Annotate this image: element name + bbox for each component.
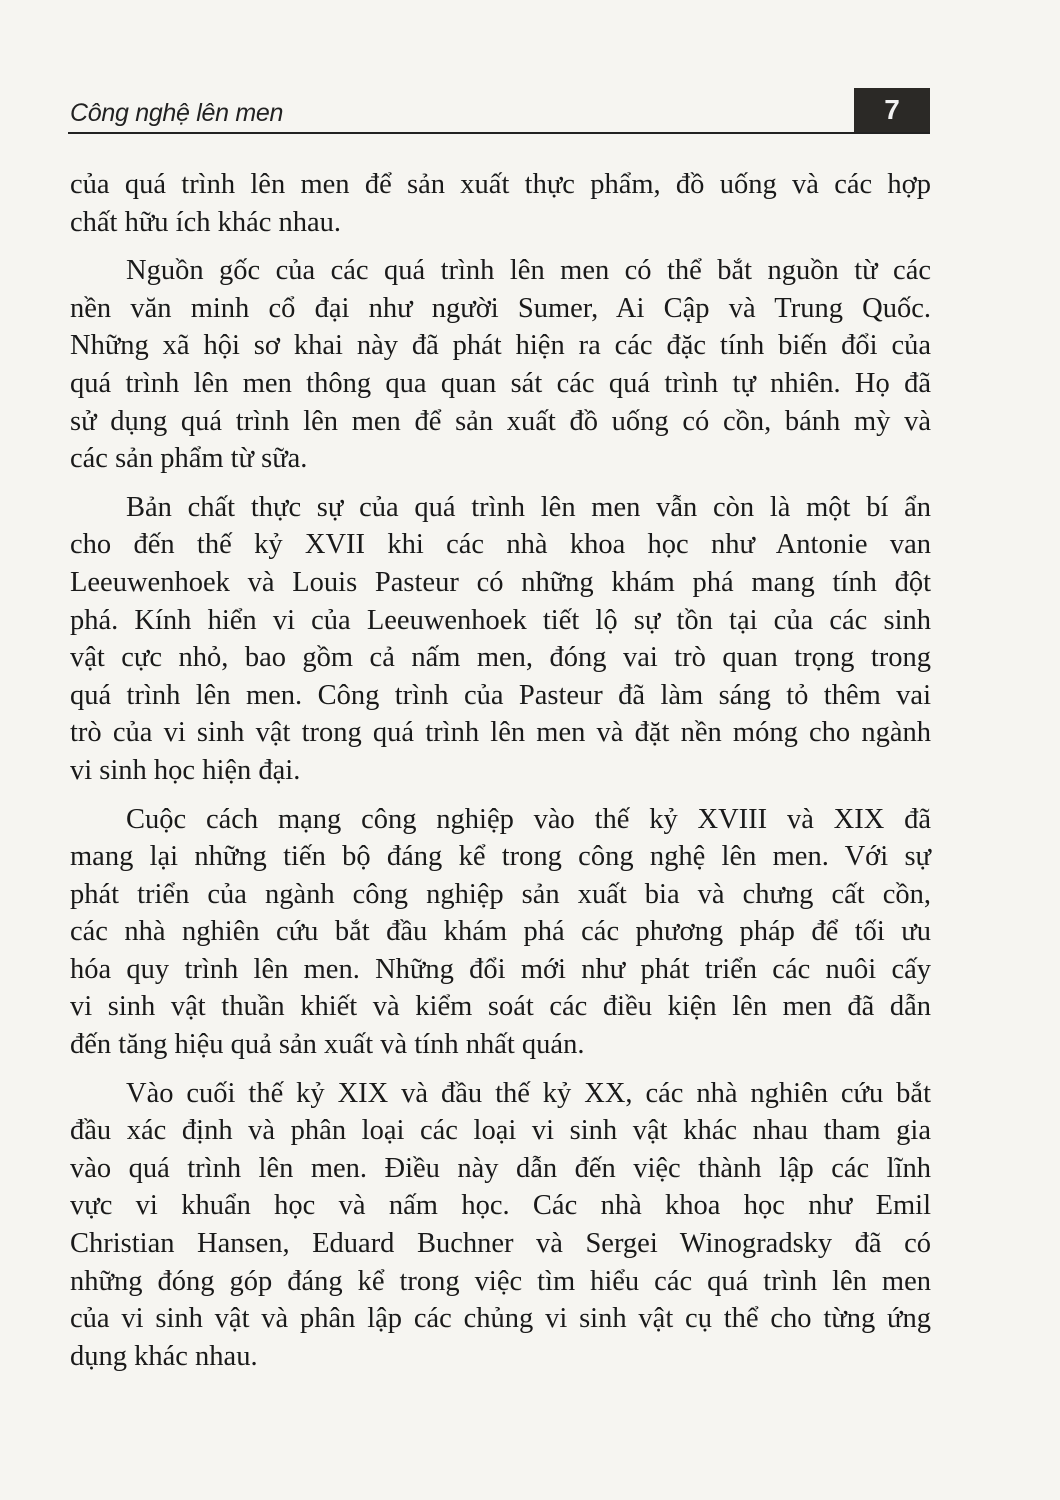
text-line: của quá trình lên men để sản xuất thực phẩm, đồ uống và các hợp (70, 169, 931, 200)
text-line: vào quá trình lên men. Điều này dẫn đến việc thành lập các lĩnh (70, 1152, 931, 1184)
text-line: vật cực nhỏ, bao gồm cả nấm men, đóng vai trò quan trọng trong (70, 642, 931, 674)
text-line: quá trình lên men thông qua quan sát các quá trình tự nhiên. Họ đã (70, 367, 931, 399)
text-line: Cuộc cách mạng công nghiệp vào thế kỷ XVIII và XIX đã (126, 803, 931, 835)
text-line: phá. Kính hiển vi của Leeuwenhoek tiết lộ sự tồn tại của các sinh (70, 604, 931, 636)
text-line: vực vi khuẩn học và nấm học. Các nhà khoa học như Emil (70, 1190, 931, 1222)
text-line: Bản chất thực sự của quá trình lên men vẫn còn là một bí ẩn (126, 491, 931, 523)
paragraph (70, 801, 931, 1064)
text-line: trò của vi sinh vật trong quá trình lên men và đặt nền móng cho ngành (70, 717, 931, 749)
text-line: dụng khác nhau. (70, 1340, 258, 1372)
text-line: quá trình lên men. Công trình của Pasteur đã làm sáng tỏ thêm vai (70, 679, 931, 711)
text-line: phát triển của ngành công nghiệp sản xuất bia và chưng cất cồn, (70, 878, 931, 910)
text-line: vi sinh vật thuần khiết và kiểm soát các điều kiện lên men đã dẫn (70, 991, 931, 1023)
text-line: Vào cuối thế kỷ XIX và đầu thế kỷ XX, các nhà nghiên cứu bắt (126, 1077, 931, 1109)
page-number: 7 (854, 88, 930, 132)
text-line: sử dụng quá trình lên men để sản xuất đồ uống có cồn, bánh mỳ và (70, 405, 931, 437)
text-line: cho đến thế kỷ XVII khi các nhà khoa học như Antonie van (70, 529, 931, 561)
text-line: Những xã hội sơ khai này đã phát hiện ra các đặc tính biến đổi của (70, 330, 931, 362)
paragraph (70, 252, 931, 478)
text-line: vi sinh học hiện đại. (70, 754, 301, 786)
text-line: của vi sinh vật và phân lập các chủng vi sinh vật cụ thể cho từng ứng (70, 1303, 931, 1335)
text-line: mang lại những tiến bộ đáng kể trong công nghệ lên men. Với sự (70, 841, 931, 873)
text-line: đến tăng hiệu quả sản xuất và tính nhất quán. (70, 1029, 585, 1061)
text-line: các sản phẩm từ sữa. (70, 443, 308, 475)
text-line: hóa quy trình lên men. Những đổi mới như phát triển các nuôi cấy (70, 953, 931, 985)
paragraph (70, 489, 931, 790)
body-text (70, 166, 931, 1386)
text-line: Leeuwenhoek và Louis Pasteur có những khám phá mang tính đột (70, 566, 931, 598)
text-line: đầu xác định và phân loại các loại vi sinh vật khác nhau tham gia (70, 1115, 931, 1147)
text-line: các nhà nghiên cứu bắt đầu khám phá các phương pháp để tối ưu (70, 916, 931, 948)
text-line: Christian Hansen, Eduard Buchner và Sergei Winogradsky đã có (70, 1228, 931, 1260)
text-line: Nguồn gốc của các quá trình lên men có thể bắt nguồn từ các (126, 255, 931, 287)
paragraph (70, 166, 931, 241)
text-line: những đóng góp đáng kể trong việc tìm hiểu các quá trình lên men (70, 1265, 931, 1297)
page-header (68, 88, 930, 134)
text-line: chất hữu ích khác nhau. (70, 206, 342, 238)
text-line: nền văn minh cổ đại như người Sumer, Ai Cập và Trung Quốc. (70, 292, 931, 324)
running-title: Công nghệ lên men (70, 99, 284, 127)
paragraph (70, 1075, 931, 1376)
